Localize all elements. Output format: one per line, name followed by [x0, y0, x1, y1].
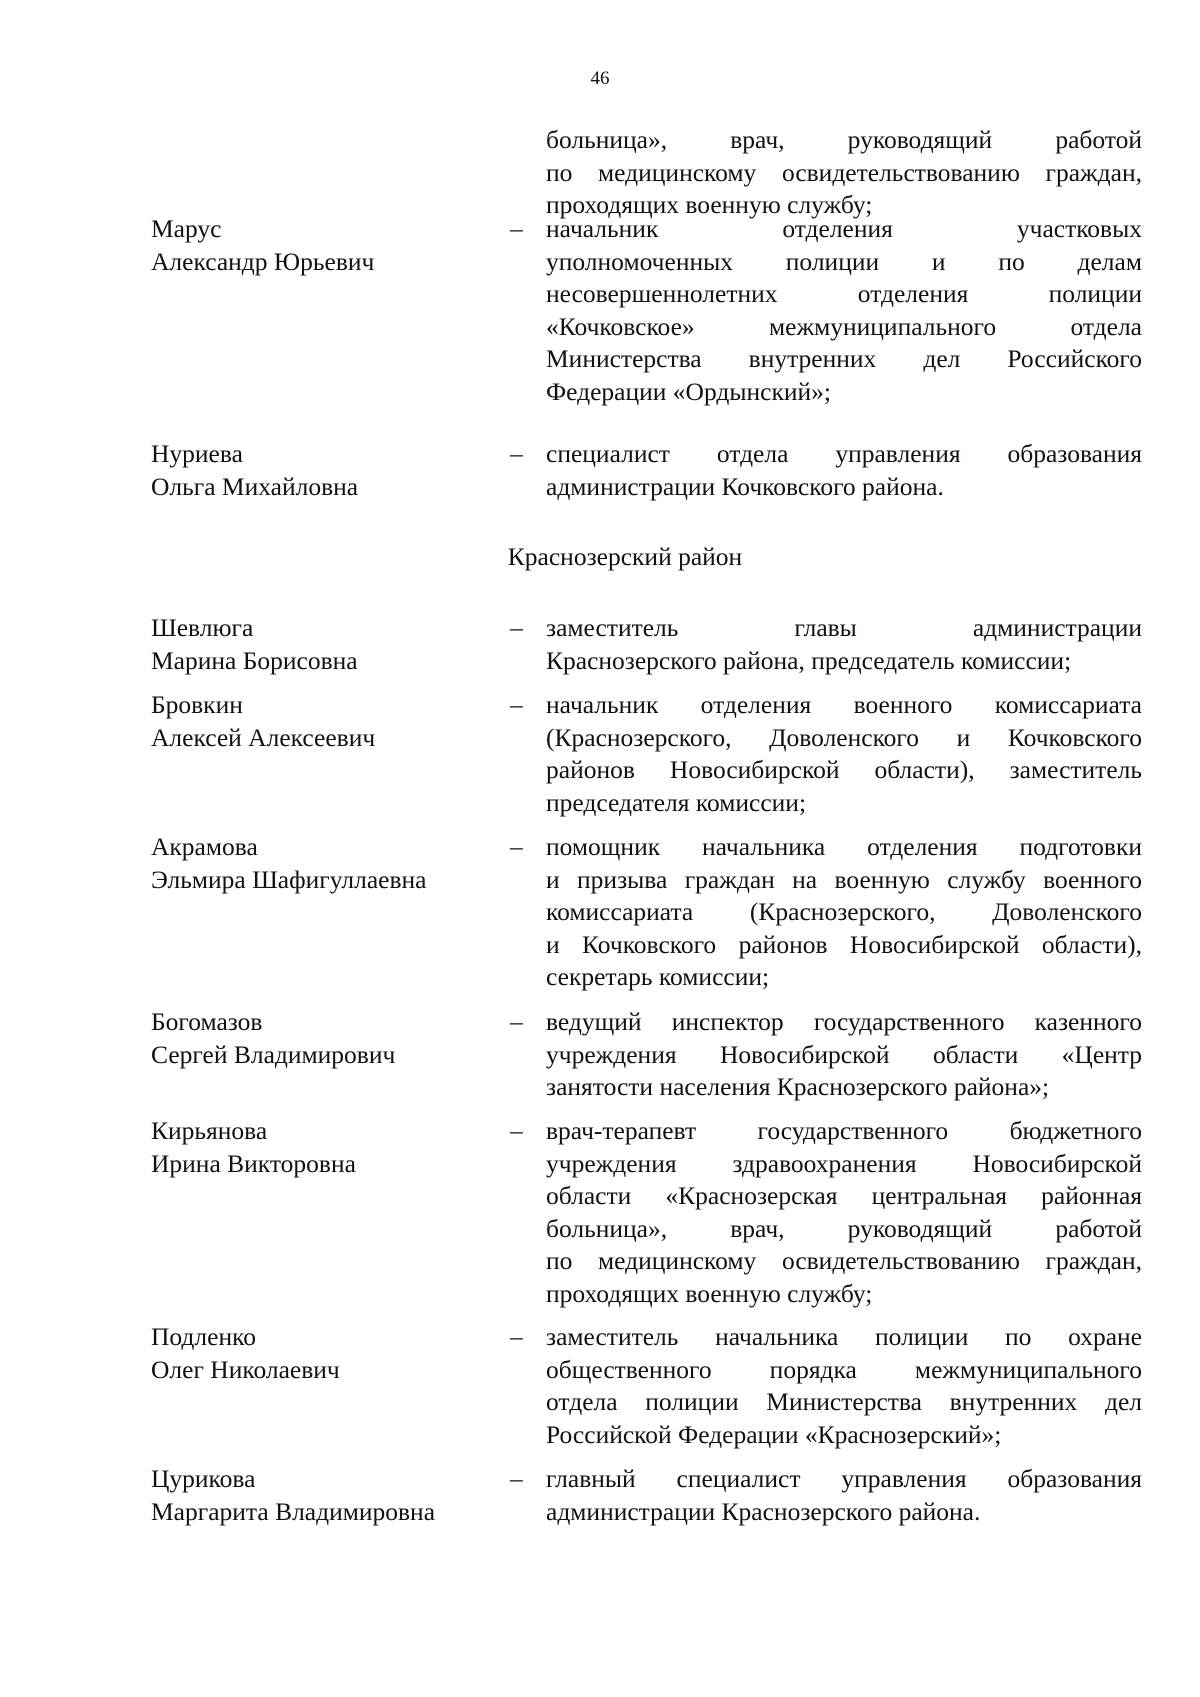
position-line: и призыва граждан на военную службу военного [546, 864, 1142, 894]
member-surname: Шевлюга [151, 613, 254, 642]
position-line: врач-терапевт государственного бюджетного [546, 1116, 1142, 1145]
dash-separator: – [510, 214, 523, 243]
position-line: начальник отделения участковых [546, 214, 1142, 243]
member-position [546, 1321, 1142, 1451]
position-line: начальник отделения военного комиссариата [546, 690, 1142, 719]
position-line: «Кочковское» межмуниципального отдела [546, 311, 1142, 341]
position-line: районов Новосибирской области), заместитель [546, 755, 1142, 784]
position-line: главный специалист управления образования [546, 1464, 1142, 1493]
position-line: помощник начальника отделения подготовки [546, 832, 1142, 861]
member-given-names: Маргарита Владимировна [151, 1496, 436, 1526]
position-line: председателя комиссии; [546, 787, 807, 817]
position-line: администрации Кочковского района. [546, 471, 944, 501]
member-given-names: Ольга Михайловна [151, 471, 359, 501]
member-given-names: Александр Юрьевич [151, 246, 375, 276]
position-line: больница», врач, руководящий работой [546, 1213, 1142, 1243]
dash-separator: – [510, 690, 523, 719]
position-line: проходящих военную службу; [546, 1278, 873, 1308]
member-name [151, 438, 491, 503]
member-name [151, 1115, 491, 1180]
member-surname: Подленко [151, 1322, 256, 1351]
member-position [546, 438, 1142, 503]
position-line: по медицинскому освидетельствованию граждан, [546, 1246, 1142, 1275]
member-position [546, 689, 1142, 819]
continued-description [546, 124, 1142, 222]
member-position [546, 1006, 1142, 1104]
dash-separator: – [510, 832, 523, 861]
member-given-names: Алексей Алексеевич [151, 722, 376, 752]
member-name [151, 689, 491, 754]
member-position [546, 612, 1142, 677]
dash-separator: – [510, 613, 523, 642]
position-line: администрации Краснозерского района. [546, 1496, 981, 1526]
member-given-names: Ирина Викторовна [151, 1148, 356, 1178]
member-position [546, 1463, 1142, 1528]
position-line: несовершеннолетних отделения полиции [546, 279, 1142, 308]
dash-separator: – [510, 1007, 523, 1036]
position-line: учреждения Новосибирской области «Центр [546, 1039, 1142, 1069]
member-surname: Марус [151, 214, 222, 243]
member-name [151, 1006, 491, 1071]
member-given-names: Марина Борисовна [151, 645, 358, 675]
position-line: и Кочковского районов Новосибирской области), [546, 929, 1142, 959]
member-name [151, 612, 491, 677]
section-heading: Краснозерский район [507, 542, 743, 571]
member-name [151, 213, 491, 278]
member-position [546, 1115, 1142, 1310]
position-line: специалист отдела управления образования [546, 439, 1142, 468]
position-line: области «Краснозерская центральная районная [546, 1181, 1142, 1210]
member-surname: Богомазов [151, 1007, 263, 1036]
position-line: заместитель главы администрации [546, 613, 1142, 642]
member-surname: Цурикова [151, 1464, 256, 1493]
position-line: Федерации «Ордынский»; [546, 376, 831, 406]
dash-separator: – [510, 1322, 523, 1351]
position-line: секретарь комиссии; [546, 962, 770, 991]
member-position [546, 831, 1142, 994]
member-surname: Акрамова [151, 832, 258, 861]
position-line: заместитель начальника полиции по охране [546, 1322, 1142, 1351]
member-given-names: Эльмира Шафигуллаевна [151, 864, 427, 894]
position-line: Краснозерского района, председатель комиссии; [546, 645, 1072, 675]
member-surname: Бровкин [151, 690, 243, 719]
member-position [546, 213, 1142, 408]
member-name [151, 1463, 491, 1528]
position-line: ведущий инспектор государственного казенного [546, 1007, 1142, 1036]
position-line: учреждения здравоохранения Новосибирской [546, 1148, 1142, 1178]
dash-separator: – [510, 439, 523, 468]
member-given-names: Олег Николаевич [151, 1354, 340, 1384]
position-line: (Краснозерского, Доволенского и Кочковского [546, 722, 1142, 752]
member-name [151, 1321, 491, 1386]
position-line: занятости населения Краснозерского района»; [546, 1072, 1050, 1101]
description-line: по медицинскому освидетельствованию граждан, [546, 157, 1142, 187]
position-line: уполномоченных полиции и по делам [546, 246, 1142, 276]
member-name [151, 831, 491, 896]
dash-separator: – [510, 1116, 523, 1145]
member-surname: Кирьянова [151, 1116, 268, 1145]
position-line: комиссариата (Краснозерского, Доволенского [546, 897, 1142, 926]
description-line: проходящих военную службу; [546, 190, 873, 219]
position-line: Российской Федерации «Краснозерский»; [546, 1419, 1002, 1449]
description-line: больница», врач, руководящий работой [546, 125, 1142, 154]
position-line: Министерства внутренних дел Российского [546, 344, 1142, 373]
dash-separator: – [510, 1464, 523, 1493]
position-line: отдела полиции Министерства внутренних дел [546, 1387, 1142, 1416]
member-surname: Нуриева [151, 439, 243, 468]
member-given-names: Сергей Владимирович [151, 1039, 396, 1069]
position-line: общественного порядка межмуниципального [546, 1354, 1142, 1384]
page-number: 46 [590, 68, 610, 89]
